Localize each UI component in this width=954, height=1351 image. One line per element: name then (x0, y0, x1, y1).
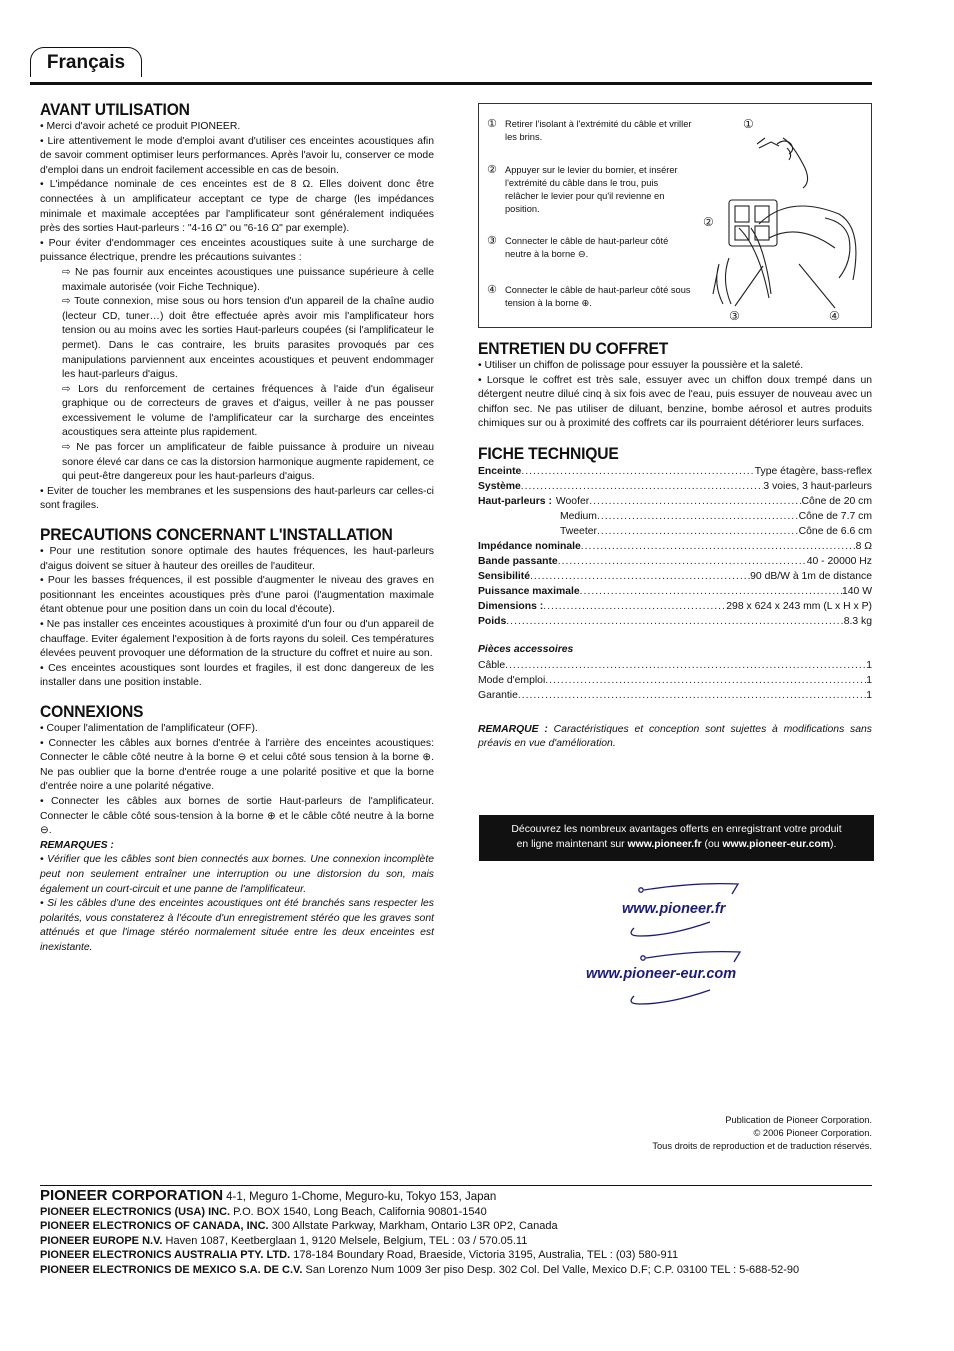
spec-row: Medium ..... Cône de 7.7 cm (478, 509, 872, 524)
spec-row: Poids ..... 8.3 kg (478, 614, 872, 629)
callout-3: ③ (729, 309, 740, 323)
paragraph: • Connecter les câbles aux bornes d'entrée à l'arrière des enceintes acoustiques: Connecter le câble côté neutre à la borne ⊖ et celui côté sous tension à la borne ⊕. Ne pas oublier que la borne d'entrée rouge a une polarité positive et que la borne d'entrée noire a une polarité négative. (40, 737, 434, 793)
paragraph: • Ne pas installer ces enceintes acoustiques à proximité d'un four ou d'un appareil de chauffage. Eviter également l'exposition à de forts rayons du soleil. Ces températures élevées peuvent provoquer une déformation de la structure du coffret et nuire au son. (40, 619, 434, 660)
footer-australia: PIONEER ELECTRONICS AUSTRALIA PTY. LTD. 178-184 Boundary Road, Braeside, Victoria 3195, Australia, TEL : (03) 580-911 (40, 1249, 679, 1262)
paragraph: • Merci d'avoir acheté ce produit PIONEER. (40, 121, 241, 132)
paragraph: • Utiliser un chiffon de polissage pour essuyer la poussière et la saleté. (478, 360, 804, 371)
spec-row: Puissance maximale ..... 140 W (478, 584, 872, 599)
step-text: Connecter le câble de haut-parleur côté sous tension à la borne ⊕. (505, 285, 691, 308)
step-text: Appuyer sur le levier du bornier, et insérer l'extrémité du câble dans le trou, puis relâcher le levier pour qu'il revienne en position. (505, 165, 678, 214)
url-pioneer-fr[interactable]: www.pioneer.fr (622, 901, 726, 917)
remark: • Si les câbles d'une des enceintes acoustiques ont été branchés sans respecter les polarités, vous constaterez à l'écoute d'un enregistrement stéréo que les graves sont atténués et que l'image stéréo normalement située entre les deux enceintes est inexistante. (40, 898, 434, 953)
callout-2: ② (703, 215, 714, 229)
spec-row: Impédance nominale ..... 8 Ω (478, 539, 872, 554)
paragraph: • Pour éviter d'endommager ces enceintes acoustiques suite à une surcharge de puissance électrique, prendre les précautions suivantes : (40, 237, 434, 264)
spec-row: Système ..... 3 voies, 3 haut-parleurs (478, 479, 872, 494)
top-rule (30, 82, 872, 85)
footer-europe: PIONEER EUROPE N.V. Haven 1087, Keetberglaan 1, 9120 Melsele, Belgium, TEL : 03 / 570.05.11 (40, 1234, 528, 1247)
step-text: Retirer l'isolant à l'extrémité du câble et vriller les brins. (505, 119, 692, 142)
paragraph: • Lorsque le coffret est très sale, essuyer avec un chiffon doux trempé dans un détergent neutre dilué cinq à six fois avec de l'eau, puis essuyer de nouveau avec un chiffon sec. Ne pas utiliser de diluant, benzine, bombe aérosol et autres produits chimiques sur ou à proximité des coffrets car ils pourraient détériorer leurs surfaces. (478, 374, 872, 430)
spec-row: Enceinte ..... Type étagère, bass-reflex (478, 464, 872, 479)
spec-row: Dimensions : ..... 298 x 624 x 243 mm (L x H x P) (478, 599, 872, 614)
paragraph: • Connecter les câbles aux bornes de sortie Haut-parleurs de l'amplificateur. Connecter le câble côté sous-tension à la borne ⊕ et le câble côté neutre à la borne ⊖. (40, 795, 434, 837)
accessories-list (478, 658, 872, 703)
precaution-item: ⇨ Toute connexion, mise sous ou hors tension d'un appareil de la chaîne audio (lecteur CD, tuner…) doit être effectuée après avoir mis l'amplificateur hors tension ou au moins avec les sorties Haut-parleurs coupées (si l'amplificateur le permet). Dans le cas contraire, les bruits parasites provoqués par ces manipulations parviennent aux enceintes acoustiques et peuvent endommager les haut-parleurs d'aigus. (62, 296, 434, 381)
spec-row: Tweeter ..... Cône de 6.6 cm (478, 524, 872, 539)
step-number: ② (487, 164, 497, 176)
footer-usa: PIONEER ELECTRONICS (USA) INC. P.O. BOX 1540, Long Beach, California 90801-1540 (40, 1205, 487, 1218)
section-title-avant: AVANT UTILISATION (40, 100, 190, 119)
precaution-item: ⇨ Lors du renforcement de certaines fréquences à l'aide d'un égaliseur graphique ou de correcteurs de graves et d'aigus, veiller à ne pas pousser excessivement le volume de l'amplificateur car la surcharge des enceintes acoustiques sera atteinte plus rapidement. (62, 383, 434, 439)
left-column (40, 100, 434, 955)
language-tab: Français (30, 47, 142, 77)
figure-step-4 (487, 284, 692, 310)
section-title-fiche: FICHE TECHNIQUE (478, 443, 619, 463)
callout-1: ① (743, 117, 754, 131)
paragraph: • Pour les basses fréquences, il est possible d'augmenter le niveau des graves en positionnant les enceintes acoustiques près d'une paroi (l'augmentation maximale étant obtenue pour une position dans un coin du local d'écoute). (40, 575, 434, 616)
spec-table (478, 464, 872, 629)
footer-corp: PIONEER CORPORATION 4-1, Meguro 1-Chome, Meguro-ku, Tokyo 153, Japan (40, 1187, 497, 1204)
footer-canada: PIONEER ELECTRONICS OF CANADA, INC. 300 Allstate Parkway, Markham, Ontario L3R 0P2, Canada (40, 1220, 558, 1233)
remark: • Vérifier que les câbles sont bien connectés aux bornes. Une connexion incomplète peut non seulement entraîner une interruption ou une distorsion du son, mais également un court-circuit et une panne de l'amplificateur. (40, 854, 434, 895)
remarks-title: REMARQUES : (40, 839, 114, 851)
banner-link-eur[interactable]: www.pioneer-eur.com (722, 839, 831, 850)
publication-info: Publication de Pioneer Corporation. © 2006 Pioneer Corporation. Tous droits de reproduction et de traduction réservés. (652, 1115, 872, 1151)
section-title-precautions: PRECAUTIONS CONCERNANT L'INSTALLATION (40, 525, 393, 545)
accessories-title: Pièces accessoires (478, 643, 574, 655)
spec-row: Sensibilité ..... 90 dB/W à 1m de distance (478, 569, 872, 584)
spec-row: Haut-parleurs : Woofer ..... Cône de 20 cm (478, 494, 872, 509)
paragraph: • L'impédance nominale de ces enceintes est de 8 Ω. Elles doivent donc être connectées à un amplificateur acceptant ce type de charge (les impédances minimale et maximale acceptées par l'amplificateur sont généralement indiquées près des sorties Haut-parleurs : "4-16 Ω" ou "6-16 Ω" par exemple). (40, 179, 434, 235)
precaution-item: ⇨ Ne pas forcer un amplificateur de faible puissance à produire un niveau sonore élevé car dans ce cas la distorsion harmonique augmente rapidement, ce qui peut-être dangereux pour les haut-parleurs d'aigus. (62, 442, 434, 483)
figure-step-3 (487, 235, 692, 261)
accessory-row: Mode d'emploi ..... 1 (478, 673, 872, 688)
banner-line-2: en ligne maintenant sur www.pioneer.fr (ou www.pioneer-eur.com). (516, 839, 837, 850)
spec-row: Bande passante ..... 40 - 20000 Hz (478, 554, 872, 569)
figure-step-1 (487, 118, 692, 144)
step-number: ④ (487, 284, 497, 296)
right-column (478, 100, 872, 752)
paragraph: • Couper l'alimentation de l'amplificateur (OFF). (40, 722, 258, 734)
paragraph: • Ces enceintes acoustiques sont lourdes et fragiles, il est donc dangereux de les installer dans une position instable. (40, 662, 434, 689)
section-title-entretien: ENTRETIEN DU COFFRET (478, 339, 669, 358)
step-number: ① (487, 118, 497, 130)
spec-remark: REMARQUE : Caractéristiques et conception sont sujettes à modifications sans préavis en vue d'amélioration. (478, 723, 872, 750)
precaution-item: ⇨ Ne pas fournir aux enceintes acoustiques une puissance supérieure à celle maximale autorisée (voir Fiche Technique). (62, 266, 434, 293)
url-pioneer-eur[interactable]: www.pioneer-eur.com (586, 966, 737, 982)
footer-addresses (40, 1189, 880, 1278)
figure-step-2 (487, 164, 692, 216)
paragraph: • Lire attentivement le mode d'emploi avant d'utiliser ces enceintes acoustiques afin de savoir comment optimiser leurs performances. Après l'avoir lu, conserver ce mode d'emploi dans un endroit facilement accessible en cas de besoin. (40, 135, 434, 176)
banner-line-1: Découvrez les nombreux avantages offerts en enregistrant votre produit (511, 824, 842, 835)
accessory-row: Câble ..... 1 (478, 658, 872, 673)
callout-4: ④ (829, 309, 840, 323)
accessory-row: Garantie ..... 1 (478, 688, 872, 703)
paragraph: • Pour une restitution sonore optimale des hautes fréquences, les haut-parleurs d'aigus doivent se situer à hauteur des oreilles de l'auditeur. (40, 546, 434, 572)
step-text: Connecter le câble de haut-parleur côté neutre à la borne ⊖. (505, 236, 669, 259)
registration-banner (479, 815, 874, 861)
banner-link-fr[interactable]: www.pioneer.fr (627, 839, 702, 850)
step-number: ③ (487, 235, 497, 247)
section-title-connexions: CONNEXIONS (40, 701, 144, 721)
footer-rule (40, 1185, 872, 1186)
terminal-connection-illustration (699, 108, 867, 326)
connection-figure-box (478, 103, 872, 328)
paragraph: • Eviter de toucher les membranes et les suspensions des haut-parleurs car celles-ci sont fragiles. (40, 485, 434, 512)
footer-mexico: PIONEER ELECTRONICS DE MEXICO S.A. DE C.V. San Lorenzo Num 1009 3er piso Desp. 302 Col. Del Valle, Mexico D.F; C.P. 03100 TEL : 5-688-52-90 (40, 1263, 800, 1276)
